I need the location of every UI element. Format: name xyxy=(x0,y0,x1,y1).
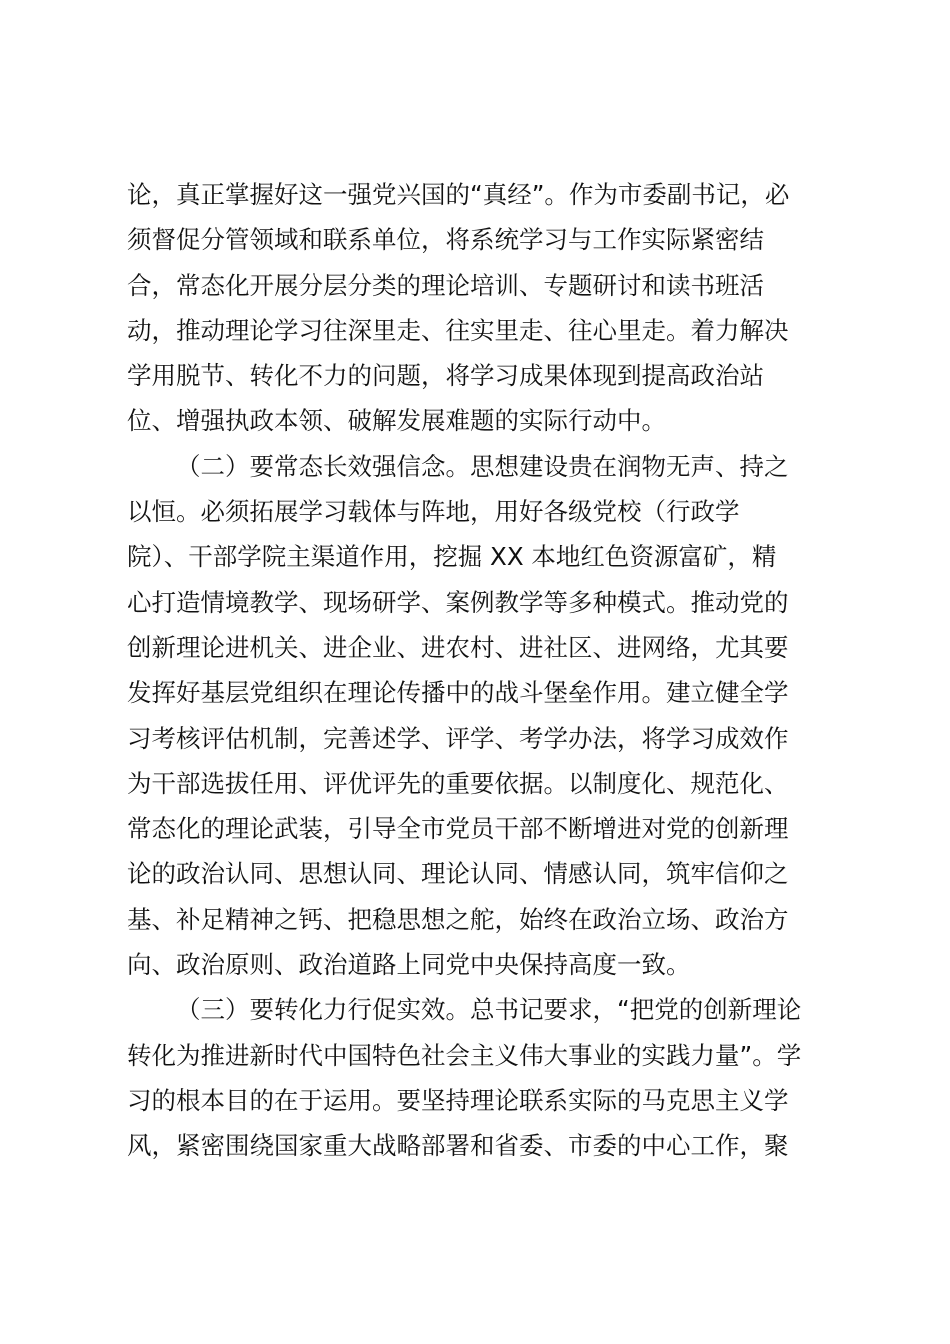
text-line: 动，推动理论学习往深里走、往实里走、往心里走。着力解决 xyxy=(127,315,789,345)
text-line: 合，常态化开展分层分类的理论培训、专题研讨和读书班活 xyxy=(127,270,764,300)
text-line: 基、补足精神之钙、把稳思想之舵，始终在政治立场、政治方 xyxy=(127,904,789,934)
text-line: 位、增强执政本领、破解发展难题的实际行动中。 xyxy=(127,406,666,436)
text-line: 创新理论进机关、进企业、进农村、进社区、进网络，尤其要 xyxy=(127,632,789,662)
text-line: 论的政治认同、思想认同、理论认同、情感认同，筑牢信仰之 xyxy=(127,859,789,889)
text-line: 发挥好基层党组织在理论传播中的战斗堡垒作用。建立健全学 xyxy=(127,678,789,708)
text-line: 以恒。必须拓展学习载体与阵地，用好各级党校（行政学 xyxy=(127,497,740,527)
text-line: （二）要常态长效强信念。思想建设贵在润物无声、持之 xyxy=(176,451,789,481)
text-line: 风，紧密围绕国家重大战略部署和省委、市委的中心工作，聚 xyxy=(127,1131,789,1161)
document-body xyxy=(127,172,827,1169)
text-line: 习考核评估机制，完善述学、评学、考学办法，将学习成效作 xyxy=(127,723,789,753)
text-line: （三）要转化力行促实效。总书记要求，“把党的创新理论 xyxy=(176,995,802,1025)
text-line: 为干部选拔任用、评优评先的重要依据。以制度化、规范化、 xyxy=(127,768,789,798)
text-line: 向、政治原则、政治道路上同党中央保持高度一致。 xyxy=(127,950,691,980)
text-line: 心打造情境教学、现场研学、案例教学等多种模式。推动党的 xyxy=(127,587,789,617)
text-line: 学用脱节、转化不力的问题，将学习成果体现到提高政治站 xyxy=(127,361,764,391)
text-line: 须督促分管领域和联系单位，将系统学习与工作实际紧密结 xyxy=(127,225,764,255)
text-line: 常态化的理论武装，引导全市党员干部不断增进对党的创新理 xyxy=(127,814,789,844)
text-line: 院）、干部学院主渠道作用，挖掘 XX 本地红色资源富矿，精 xyxy=(127,542,777,572)
text-line: 论，真正掌握好这一强党兴国的“真经”。作为市委副书记，必 xyxy=(127,180,790,209)
text-line: 习的根本目的在于运用。要坚持理论联系实际的马克思主义学 xyxy=(127,1085,789,1115)
text-line: 转化为推进新时代中国特色社会主义伟大事业的实践力量”。学 xyxy=(127,1040,802,1070)
